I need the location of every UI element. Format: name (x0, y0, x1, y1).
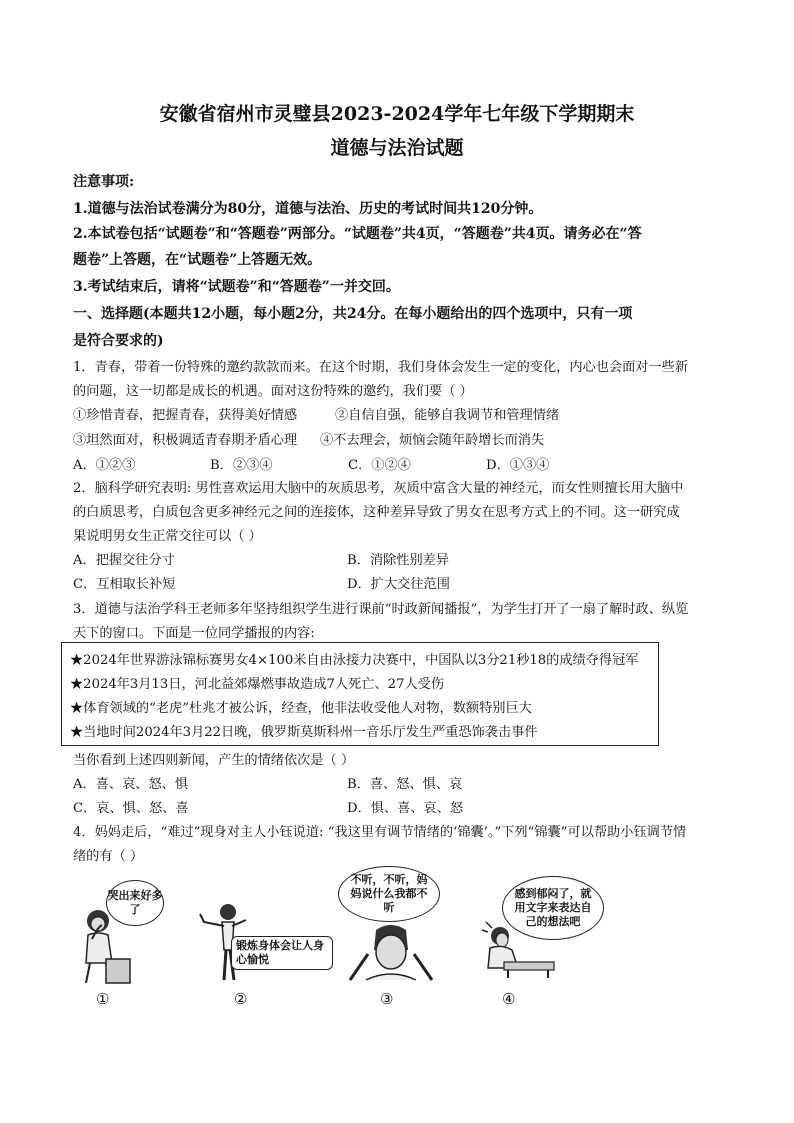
q1-option-a: A．①②③ (73, 458, 136, 473)
q2-stem-line1: 2．脑科学研究表明: 男性喜欢运用大脑中的灰质思考，灰质中富含大量的神经元，而女性则擅长用大脑中 (73, 481, 684, 496)
section-heading-line2: 是符合要求的) (73, 333, 164, 349)
picture-label-4: ④ (502, 990, 516, 1008)
q1-statement-4: ④不去理会，烦恼会随年龄增长而消失 (320, 433, 545, 448)
notes-item-1: 1.道德与法治试卷满分为80分，道德与法治、历史的考试时间共120分钟。 (73, 201, 543, 217)
q4-stem-line1: 4．妈妈走后，“难过”现身对主人小钰说道: “我这里有调节情绪的‘锦囊’。”下列“锦囊”可以帮助小钰调节情 (73, 825, 687, 840)
notes-heading: 注意事项: (73, 174, 135, 190)
q3-option-c: C．哀、惧、怒、喜 (73, 801, 189, 816)
picture-label-1: ① (96, 990, 110, 1008)
q3-question: 当你看到上述四则新闻，产生的情绪依次是（ ） (73, 753, 355, 768)
speech-box-2: 锻炼身体会让人身心愉悦 (231, 936, 333, 970)
notes-item-3: 3.考试结束后，请将“试题卷”和“答题卷”一并交回。 (73, 279, 400, 295)
speech-bubble-3: 不听，不听，妈妈说什么我都不听 (338, 866, 440, 922)
q2-stem-line3: 果说明男女生正常交往可以（ ） (73, 529, 262, 544)
q1-statement-3: ③坦然面对，积极调适青春期矛盾心理 (73, 433, 298, 448)
q2-option-a: A．把握交往分寸 (73, 553, 175, 568)
q3-option-b: B．喜、怒、惧、哀 (347, 777, 463, 792)
picture-label-2: ② (234, 990, 248, 1008)
q3-option-d: D．惧、喜、哀、怒 (347, 801, 464, 816)
q3-stem-line1: 3．道德与法治学科王老师多年坚持组织学生进行课前“时政新闻播报”，为学生打开了一扇了解时政、纵览 (73, 602, 689, 617)
q3-option-a: A．喜、哀、怒、惧 (73, 777, 189, 792)
notes-item-2a: 2.本试卷包括“试题卷”和“答题卷”两部分。“试题卷”共4页，“答题卷”共4页。请务必在“答 (73, 226, 642, 242)
writing-girl-illustration (478, 918, 558, 980)
q2-option-b: B．消除性别差异 (347, 553, 450, 568)
q1-stem-line2: 的问题，这一切都是成长的机遇。面对这份特殊的邀约，我们要（ ） (73, 384, 473, 399)
q1-statement-1: ①珍惜青春，把握青春，获得美好情感 (73, 408, 298, 423)
news-item-2: ★2024年3月13日，河北益郊爆燃事故造成7人死亡、27人受伤 (70, 677, 445, 692)
q3-stem-line2: 天下的窗口。下面是一位同学播报的内容: (73, 626, 315, 641)
q2-option-c: C．互相取长补短 (73, 577, 176, 592)
q1-stem-line1: 1．青春，带着一份特殊的邀约款款而来。在这个时期，我们身体会发生一定的变化，内心也会面对一些新 (73, 360, 689, 375)
q2-stem-line2: 的白质思考，白质包含更多神经元之间的连接体，这种差异导致了男女在思考方式上的不同。这一研究成 (73, 505, 680, 520)
section-heading-line1: 一、选择题(本题共12小题，每小题2分，共24分。在每小题给出的四个选项中，只有一项 (73, 306, 633, 322)
q4-stem-line2: 绪的有（ ） (73, 849, 144, 864)
paper-title-line2: 道德与法治试题 (330, 137, 464, 159)
q1-statement-2: ②自信自强，能够自我调节和管理情绪 (335, 408, 560, 423)
news-item-3: ★体育领域的“老虎”杜兆才被公诉，经查，他非法收受他人对物，数额特别巨大 (70, 701, 532, 716)
notes-item-2b: 题卷”上答题，在“试题卷”上答题无效。 (73, 252, 322, 268)
q1-option-c: C．①②④ (348, 458, 411, 473)
speech-bubble-1: 哭出来好多了 (106, 880, 164, 926)
news-item-4: ★当地时间2024年3月22日晚，俄罗斯莫斯科州一音乐厅发生严重恐饰袭击事件 (70, 725, 538, 740)
speech-bubble-4: 感到郁闷了，就用文字来表达自己的想法吧 (502, 876, 604, 940)
q2-option-d: D．扩大交往范围 (347, 577, 450, 592)
covering-ears-illustration (346, 922, 436, 984)
picture-label-3: ③ (380, 990, 394, 1008)
q1-option-d: D．①③④ (486, 458, 550, 473)
q1-option-b: B．②③④ (210, 458, 273, 473)
news-item-1: ★2024年世界游泳锦标赛男女4×100米自由泳接力决赛中，中国队以3分21秒18的成绩夺得冠军 (70, 653, 639, 668)
paper-title-line1: 安徽省宿州市灵璧县2023-2024学年七年级下学期期末 (159, 103, 635, 125)
